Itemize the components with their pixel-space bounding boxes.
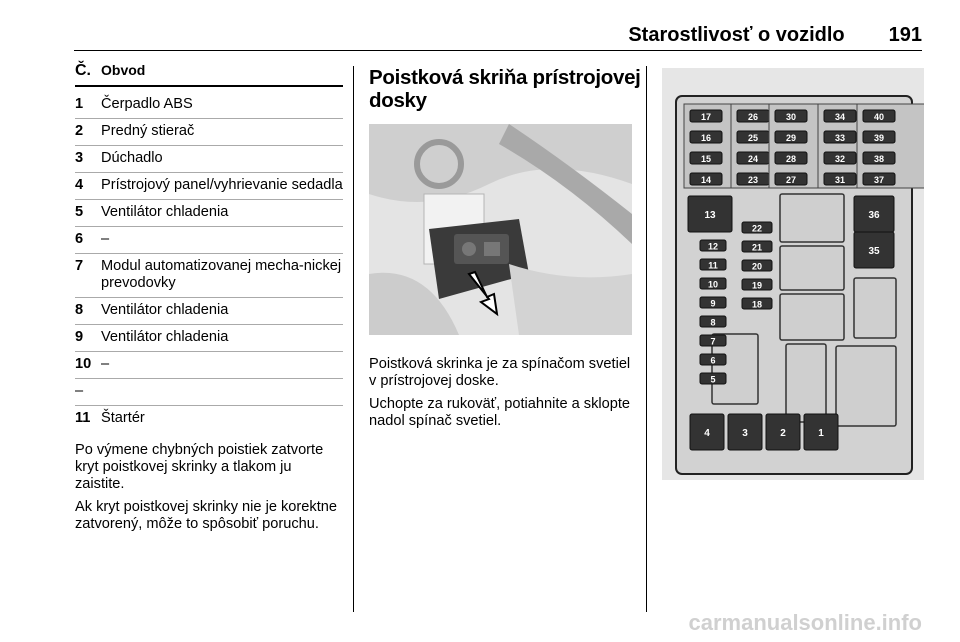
fuse-25-label: 25 [747,133,759,143]
page-number: 191 [888,24,922,46]
row-text: Čerpadlo ABS [101,96,193,112]
relay-3-label: 3 [742,428,748,439]
fuse-23-label: 23 [747,175,759,185]
fuse-16-label: 16 [700,133,712,143]
fuse-24-label: 24 [747,154,759,164]
fuse-12-label: 12 [707,241,719,252]
row-number: 5 [75,204,84,220]
row-number: 6 [75,231,84,247]
section-heading: Poistková skriňa prístrojovej dosky [369,66,641,112]
fuse-11-label: 11 [708,260,718,271]
relay-36-label: 36 [868,210,880,221]
table-row [75,254,343,298]
fuse-19-label: 19 [751,280,763,291]
row-text: Dúchadlo [101,150,163,166]
relay-slot [854,278,896,338]
relay-1-label: 1 [818,428,824,439]
relay-slot [780,294,844,340]
table-row [75,146,343,173]
fuse-9-label: 9 [710,298,716,309]
fuse-21-label: 21 [751,242,763,253]
row-number: 8 [75,302,84,318]
column-divider [646,66,647,612]
watermark: carmanualsonline.info [688,610,922,635]
table-row [75,325,343,352]
row-text: Štartér [101,410,145,426]
fuse-22-label: 22 [751,223,763,234]
fuse-29-label: 29 [785,133,797,143]
fuse-6-label: 6 [710,355,716,366]
fuse-14-label: 14 [700,175,712,185]
table-row [75,200,343,227]
table-row [75,119,343,146]
table-row [75,227,343,254]
relay-35-label: 35 [868,246,880,257]
table-extra-dash: – [75,379,343,406]
fuse-5-label: 5 [710,374,716,385]
fuse-30-label: 30 [785,112,797,122]
fuse-27-label: 27 [785,175,797,185]
fuse-28-label: 28 [785,154,797,164]
relay-slot [780,194,844,242]
table-header [75,62,343,87]
fuse-17-label: 17 [700,112,712,122]
row-text: – [101,356,110,372]
table-row [75,298,343,325]
row-number: 7 [75,258,84,274]
header-title: Starostlivosť o vozidlo [628,24,845,46]
relay-2-label: 2 [780,428,786,439]
paragraph: Uchopte za rukoväť, potiahnite a sklopte nadol spínač svetiel. [369,396,631,429]
row-number: 4 [75,177,84,193]
fuse-37-label: 37 [873,175,885,185]
fuse-10-label: 10 [707,279,719,290]
paragraph: Ak kryt poistkovej skrinky nie je korektne zatvorený, môže to spôsobiť poruchu. [75,499,337,532]
row-text: Ventilátor chladenia [101,302,229,318]
table-row [75,406,343,432]
row-number: 1 [75,96,84,112]
fuse-20-label: 20 [751,261,763,272]
dashboard-photo [369,124,632,335]
table-row [75,352,343,379]
fuse-7-label: 7 [710,336,716,347]
table-row [75,173,343,200]
fuse-box-diagram [662,68,924,480]
paragraph: Po výmene chybných poistiek zatvorte kryt poistkovej skrinky a tlakom ju zaistite. [75,442,324,492]
table-row [75,92,343,119]
row-text: Ventilátor chladenia [101,329,229,345]
fuse-31-label: 31 [834,175,846,185]
relay-slot [780,246,844,290]
fuse-26-label: 26 [747,112,759,122]
fuse-15-label: 15 [700,154,712,164]
row-text: – [101,231,110,247]
table-body [75,92,343,432]
page-header [628,24,922,47]
fuse-38-label: 38 [873,154,885,164]
row-text: Modul automatizovanej mecha-nickej prevodovky [101,258,342,291]
row-number: 10 [75,356,92,372]
fuse-table-column [75,62,343,533]
relay-slot [786,344,826,422]
fuse-32-label: 32 [834,154,846,164]
col-num-header: Č. [75,62,91,79]
row-number: 9 [75,329,84,345]
fuse-18-label: 18 [751,299,763,310]
row-number: 2 [75,123,84,139]
row-text: Prístrojový panel/vyhrievanie sedadla [101,177,343,193]
fuse-34-label: 34 [834,112,846,122]
relay-slot [836,346,896,426]
paragraph: Poistková skrinka je za spínačom svetiel v prístrojovej doske. [369,356,631,389]
fuse-39-label: 39 [873,133,885,143]
fuse-40-label: 40 [873,112,885,122]
row-number: 3 [75,150,84,166]
relay-13-label: 13 [704,210,716,221]
row-text: Predný stierač [101,123,195,139]
row-number: 11 [75,410,91,426]
col-circuit-header: Obvod [101,62,146,78]
header-rule [74,50,922,51]
relay-4-label: 4 [704,428,710,439]
row-text: Ventilátor chladenia [101,204,229,220]
fuse-8-label: 8 [710,317,716,328]
column-divider [353,66,354,612]
fuse-33-label: 33 [834,133,846,143]
